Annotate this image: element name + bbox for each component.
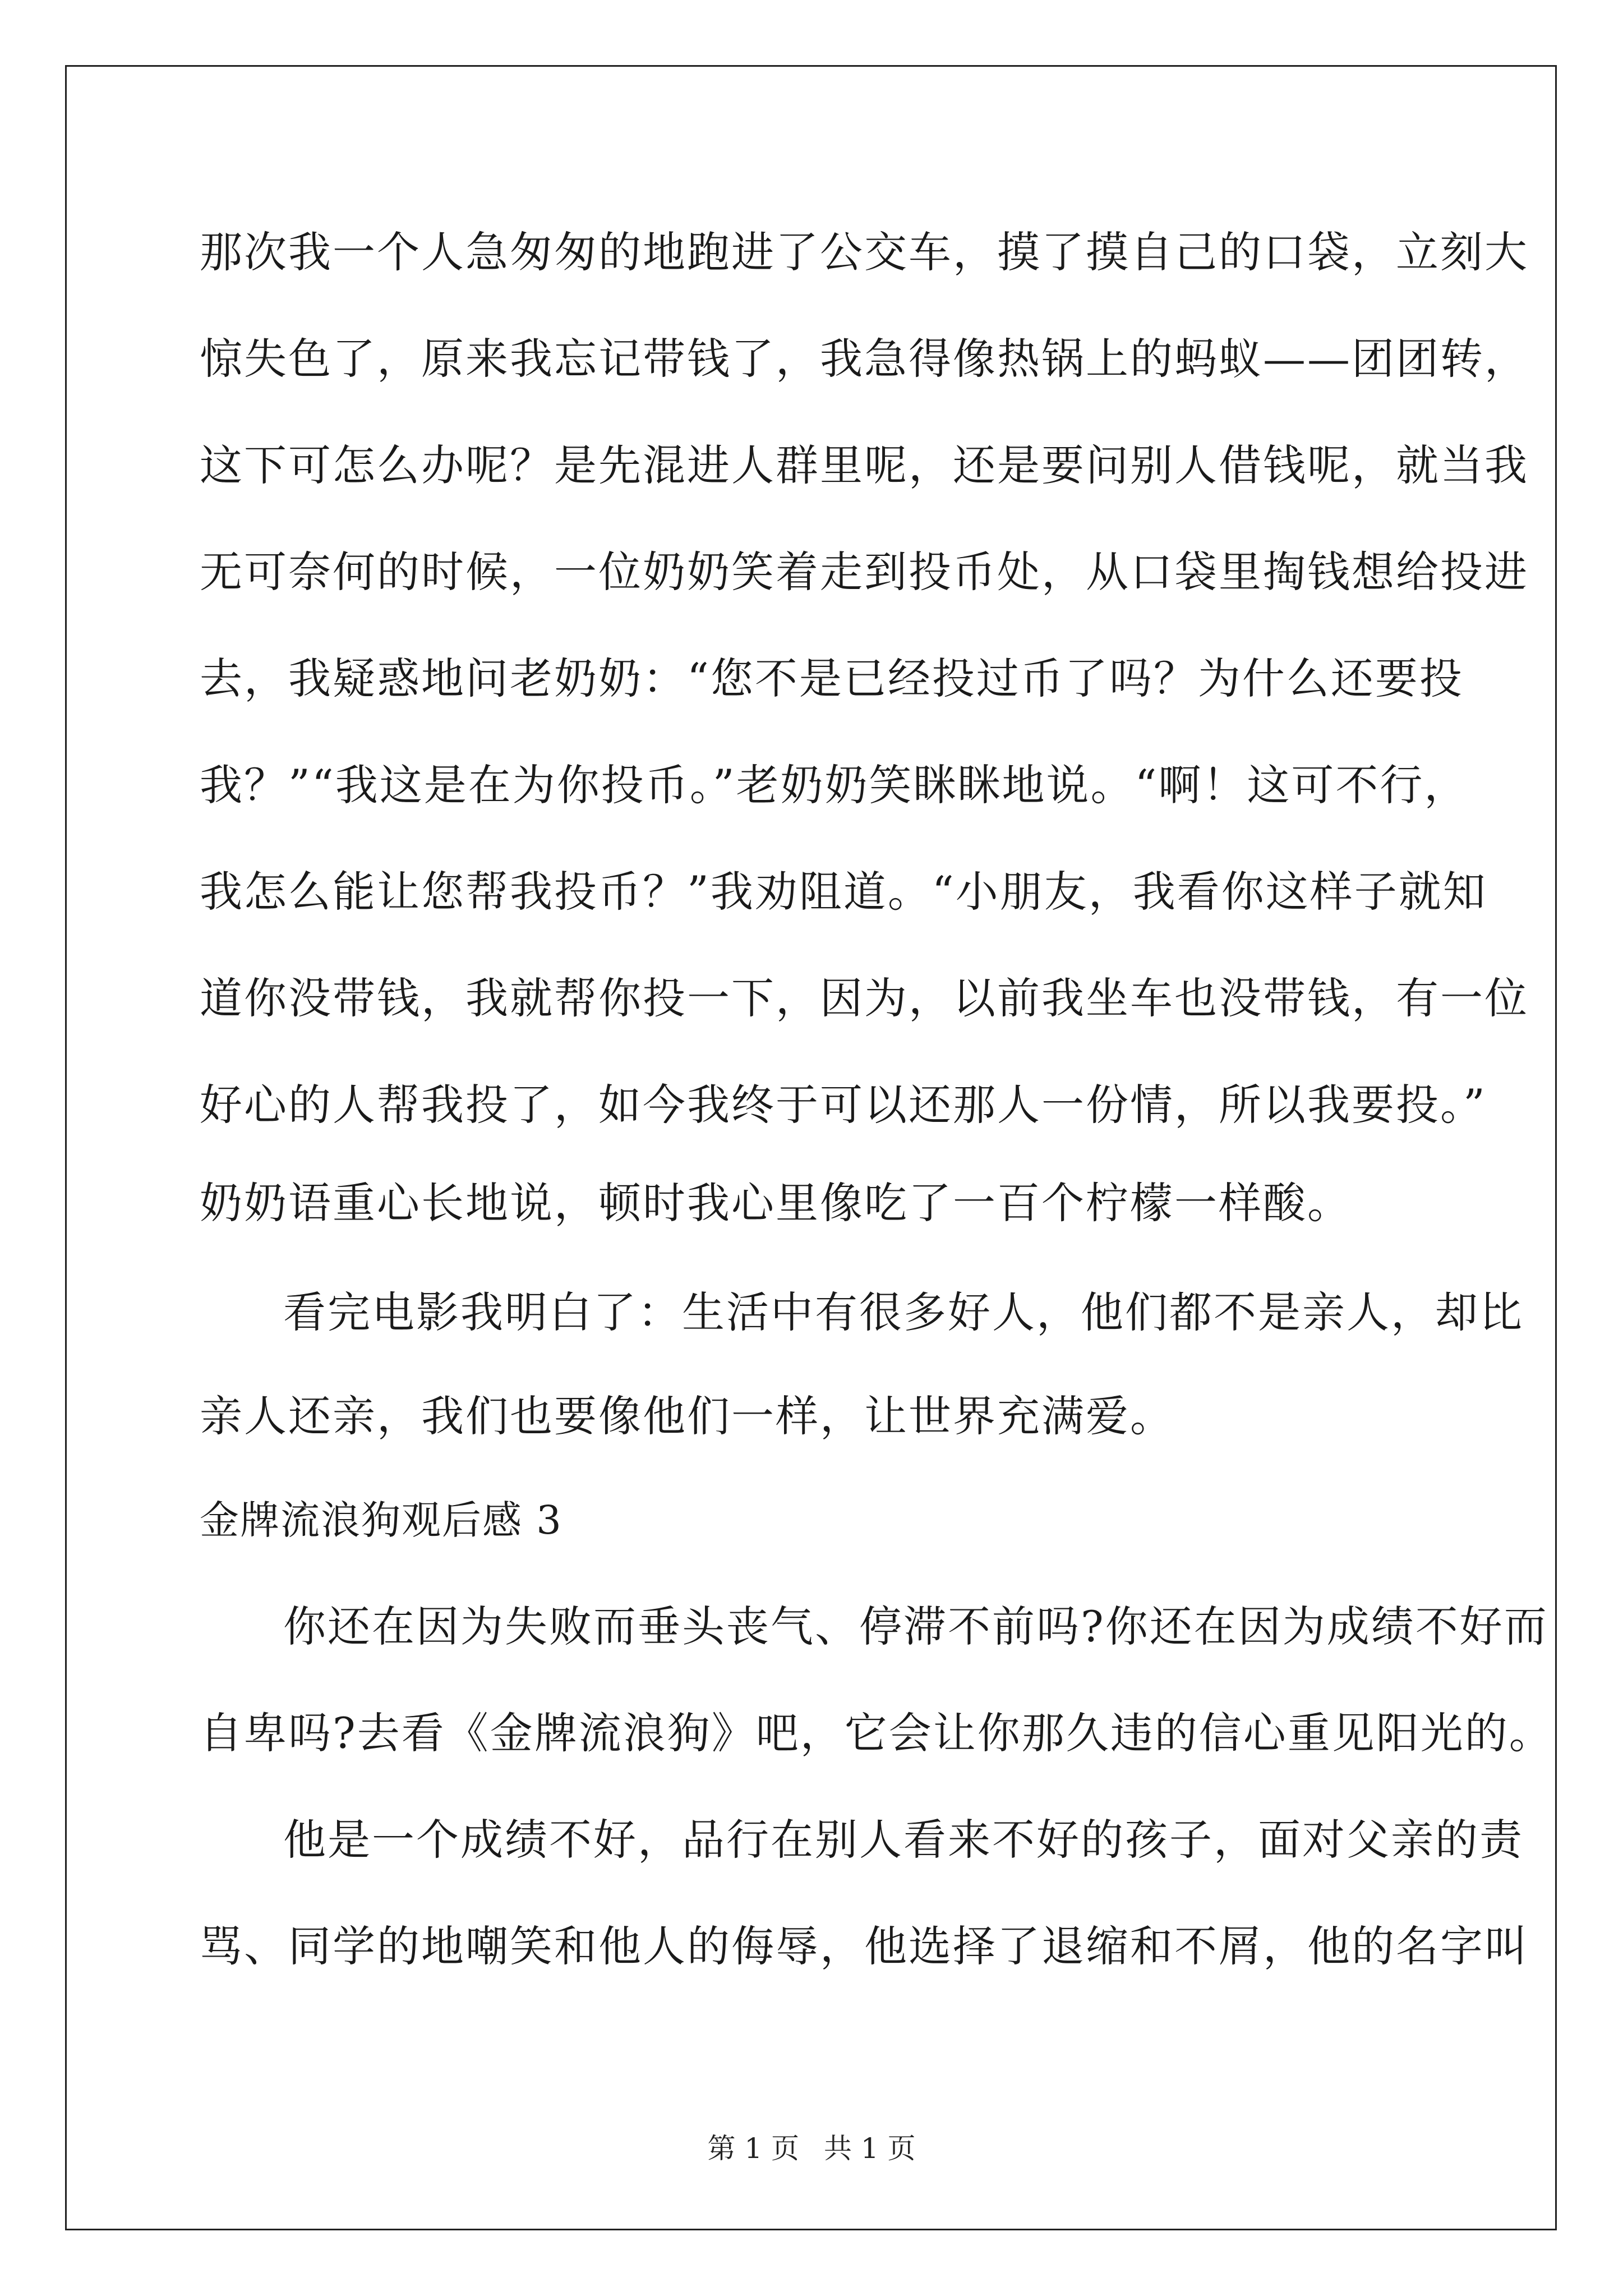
paragraph-line: 无可奈何的时候，一位奶奶笑着走到投币处，从口袋里掏钱想给投进 (200, 547, 1529, 597)
paragraph-line: 这下可怎么办呢？是先混进人群里呢，还是要问别人借钱呢，就当我 (200, 440, 1529, 490)
paragraph-line: 道你没带钱，我就帮你投一下，因为，以前我坐车也没带钱，有一位 (200, 973, 1529, 1023)
paragraph-line: 亲人还亲，我们也要像他们一样，让世界充满爱。 (200, 1391, 1174, 1441)
paragraph-line: 他是一个成绩不好，品行在别人看来不好的孩子，面对父亲的责 (283, 1815, 1524, 1865)
paragraph-line: 骂、同学的地嘲笑和他人的侮辱，他选择了退缩和不屑，他的名字叫 (200, 1921, 1529, 1971)
page-border (65, 65, 1557, 2230)
page-number: 第 1 页 (707, 2132, 800, 2165)
paragraph-line: 那次我一个人急匆匆的地跑进了公交车，摸了摸自己的口袋，立刻大 (200, 227, 1529, 277)
paragraph-line: 奶奶语重心长地说，顿时我心里像吃了一百个柠檬一样酸。 (200, 1178, 1352, 1228)
paragraph-line: 我？”“我这是在为你投币。”老奶奶笑眯眯地说。“啊！这可不行， (200, 760, 1469, 810)
paragraph-line: 你还在因为失败而垂头丧气、停滞不前吗?你还在因为成绩不好而 (283, 1602, 1548, 1651)
page-footer (0, 2132, 1623, 2165)
paragraph-line: 我怎么能让您帮我投币？”我劝阻道。“小朋友，我看你这样子就知 (200, 867, 1487, 917)
paragraph-line: 看完电影我明白了：生活中有很多好人，他们都不是亲人，却比 (283, 1287, 1524, 1337)
section-heading: 金牌流浪狗观后感 3 (200, 1497, 562, 1543)
paragraph-line: 自卑吗?去看《金牌流浪狗》吧，它会让你那久违的信心重见阳光的。 (200, 1708, 1553, 1758)
page-total: 共 1 页 (823, 2132, 916, 2165)
paragraph-line: 好心的人帮我投了，如今我终于可以还那人一份情，所以我要投。” (200, 1080, 1487, 1130)
paragraph-line: 去，我疑惑地问老奶奶：“您不是已经投过币了吗？为什么还要投 (200, 654, 1464, 703)
paragraph-line: 惊失色了，原来我忘记带钱了，我急得像热锅上的蚂蚁——团团转， (200, 334, 1529, 384)
